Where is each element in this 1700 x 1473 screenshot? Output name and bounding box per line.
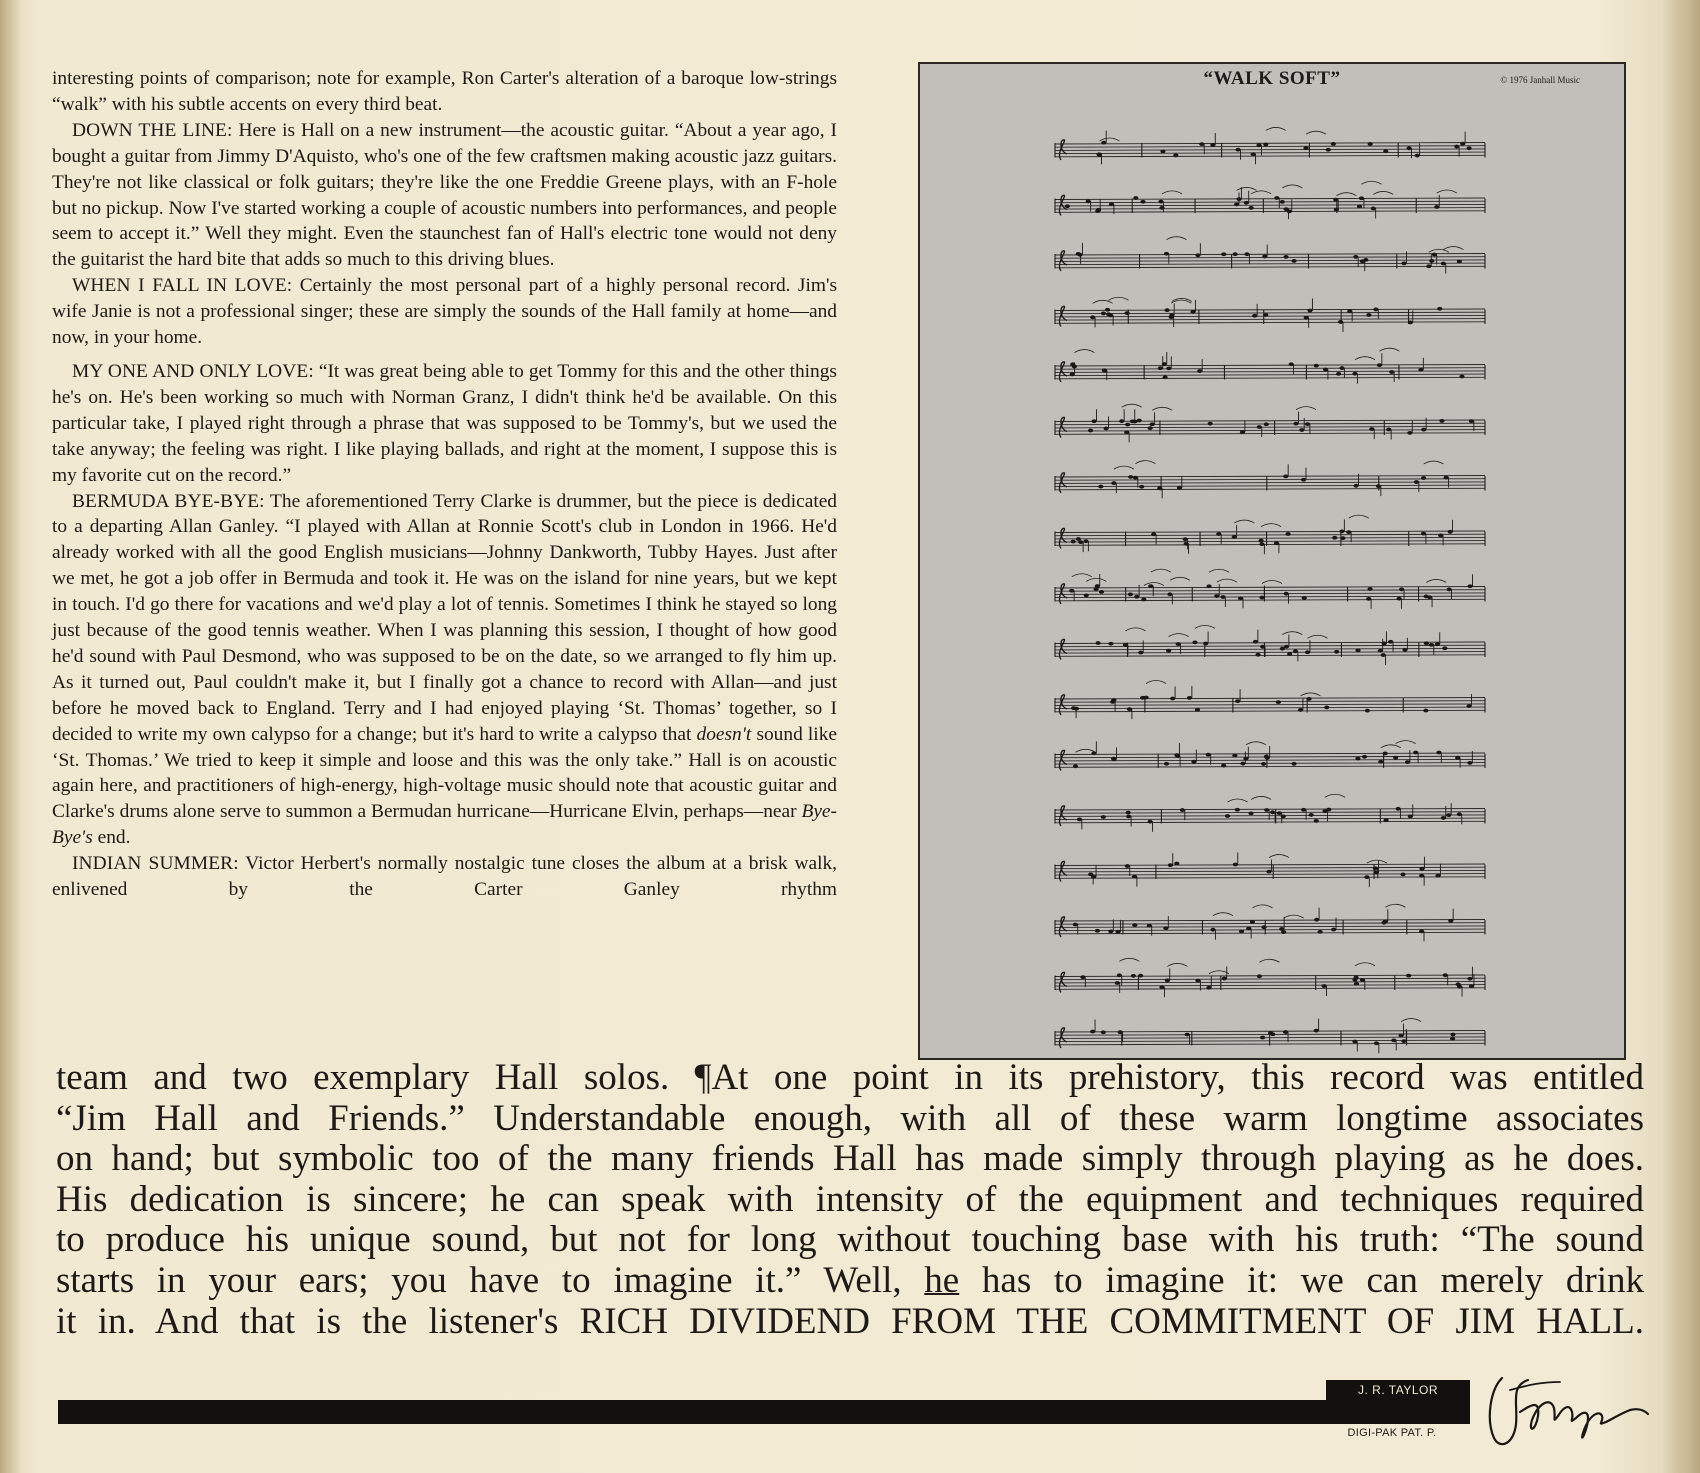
paragraph-my-one-and-only-love: MY ONE AND ONLY LOVE: “It was great being able to get Tommy for this and the other things he's on. He's been working so much with Norman Granz, I didn't think he'd be available. On this particular take, I played right through a phrase that was supposed to be Tommy's, but we used the take anyway; the feeling was right. I like playing ballads, and right at the moment, I suppose this is my favorite cut on the record.” bbox=[52, 360, 837, 486]
handwritten-signature-icon bbox=[1480, 1360, 1650, 1460]
paragraph-bermuda-bye-bye: BERMUDA BYE-BYE: The aforementioned Terry Clarke is drummer, but the piece is dedicated to a departing Allan Ganley. “I played with Allan at Ronnie Scott's club in London in 1966. He'd already worked with all the good English musicians—Johnny Dankworth, Tubby Hayes. Just after we met, he got a job offer in Bermuda and took it. He was on the island for nine years, but we kept in touch. I'd go there for vacations and we'd play a lot of tennis. Sometimes I think he stayed so long just because of the good tennis weather. When I was planning this session, I thought of how good he'd sound with Paul Desmond, who was supposed to be on the date, so we arranged to fly him up. As it turned out, Paul couldn't make it, but I finally got a chance to record with Allan—and just before he moved back to England. Terry and I had enjoyed playing ‘St. Thomas’ together, so I decided to write my own calypso for a change; but it's hard to write a calypso that doesn't sound like ‘St. Thomas.’ We tried to keep it simple and loose and this was the only take.” Hall is on acoustic again here, and practitioners of high-energy, high-voltage music should note that acoustic guitar and Clarke's drums alone serve to summon a Bermudan hurricane—Hurricane Elvin, perhaps—near Bye-Bye's end. bbox=[52, 490, 838, 849]
score-copyright: © 1976 Janhall Music bbox=[1500, 75, 1580, 85]
track-heading-bermuda-bye-bye: BERMUDA BYE-BYE: bbox=[72, 490, 265, 512]
author-credit: J. R. TAYLOR bbox=[1357, 1383, 1438, 1397]
page-right-edge bbox=[1662, 0, 1700, 1473]
track-heading-my-one-and-only-love: MY ONE AND ONLY LOVE: bbox=[72, 360, 314, 382]
closing-line: His dedication is sincere; he can speak with intensity of the equipment and techniques required bbox=[56, 1178, 1644, 1220]
sheet-music-staves bbox=[920, 64, 1624, 1058]
closing-paragraph bbox=[56, 1058, 1644, 1342]
liner-notes-column bbox=[52, 66, 837, 903]
paragraph-when-i-fall-in-love: WHEN I FALL IN LOVE: Certainly the most personal part of a highly personal record. Jim's wife Janie is not a professional singer; these are simply the sounds of the Hall family at home—and now, in your home. bbox=[52, 275, 837, 349]
closing-line: it in. And that is the listener's RICH DIVIDEND FROM THE COMMITMENT OF JIM HALL. bbox=[56, 1300, 1644, 1342]
sheet-music-image bbox=[918, 62, 1626, 1060]
closing-line: on hand; but symbolic too of the many friends Hall has made simply through playing as he does. bbox=[56, 1138, 1644, 1180]
track-heading-down-the-line: DOWN THE LINE: bbox=[72, 119, 233, 141]
emphasis-bye-byes: Bye-Bye's bbox=[52, 801, 837, 849]
closing-line: team and two exemplary Hall solos. ¶At one point in its prehistory, this record was entitled bbox=[56, 1057, 1644, 1098]
track-heading-indian-summer: INDIAN SUMMER: bbox=[72, 853, 239, 875]
track-heading-when-i-fall-in-love: WHEN I FALL IN LOVE: bbox=[72, 275, 293, 297]
paragraph-indian-summer: INDIAN SUMMER: Victor Herbert's normally nostalgic tune closes the album at a brisk walk, enlivened by the Carter Ganley rhythm bbox=[52, 853, 837, 901]
paragraph-intro: interesting points of comparison; note for example, Ron Carter's alteration of a baroque low-strings “walk” with his subtle accents on every third beat. bbox=[52, 68, 837, 115]
closing-line: “Jim Hall and Friends.” Understandable enough, with all of these warm longtime associates bbox=[56, 1097, 1644, 1139]
page-left-edge bbox=[0, 0, 22, 1473]
footer-rule bbox=[58, 1400, 1470, 1424]
closing-line: starts in your ears; you have to imagine it.” Well, he has to imagine it: we can merely drink bbox=[56, 1259, 1644, 1301]
score-title: “WALK SOFT” bbox=[1203, 68, 1341, 89]
patent-notice: DIGI-PAK PAT. P. bbox=[1347, 1427, 1437, 1439]
paragraph-down-the-line: DOWN THE LINE: Here is Hall on a new instrument—the acoustic guitar. “About a year ago, I bought a guitar from Jimmy D'Aquisto, who's one of the few craftsmen making acoustic jazz guitars. They're not like classical or folk guitars; they're like the one Freddie Greene plays, with an F-hole but no pickup. Now I've started working a couple of acoustic numbers into performances, and people seem to accept it.” Well they might. Even the staunchest fan of Hall's electric tone would not deny the guitarist the hard bite that adds so much to this driving blues. bbox=[52, 119, 837, 271]
emphasis-doesnt: doesn't bbox=[696, 723, 752, 745]
closing-line: to produce his unique sound, but not for long without touching base with his truth: “The sound bbox=[56, 1219, 1644, 1261]
underlined-he: he bbox=[924, 1259, 960, 1301]
